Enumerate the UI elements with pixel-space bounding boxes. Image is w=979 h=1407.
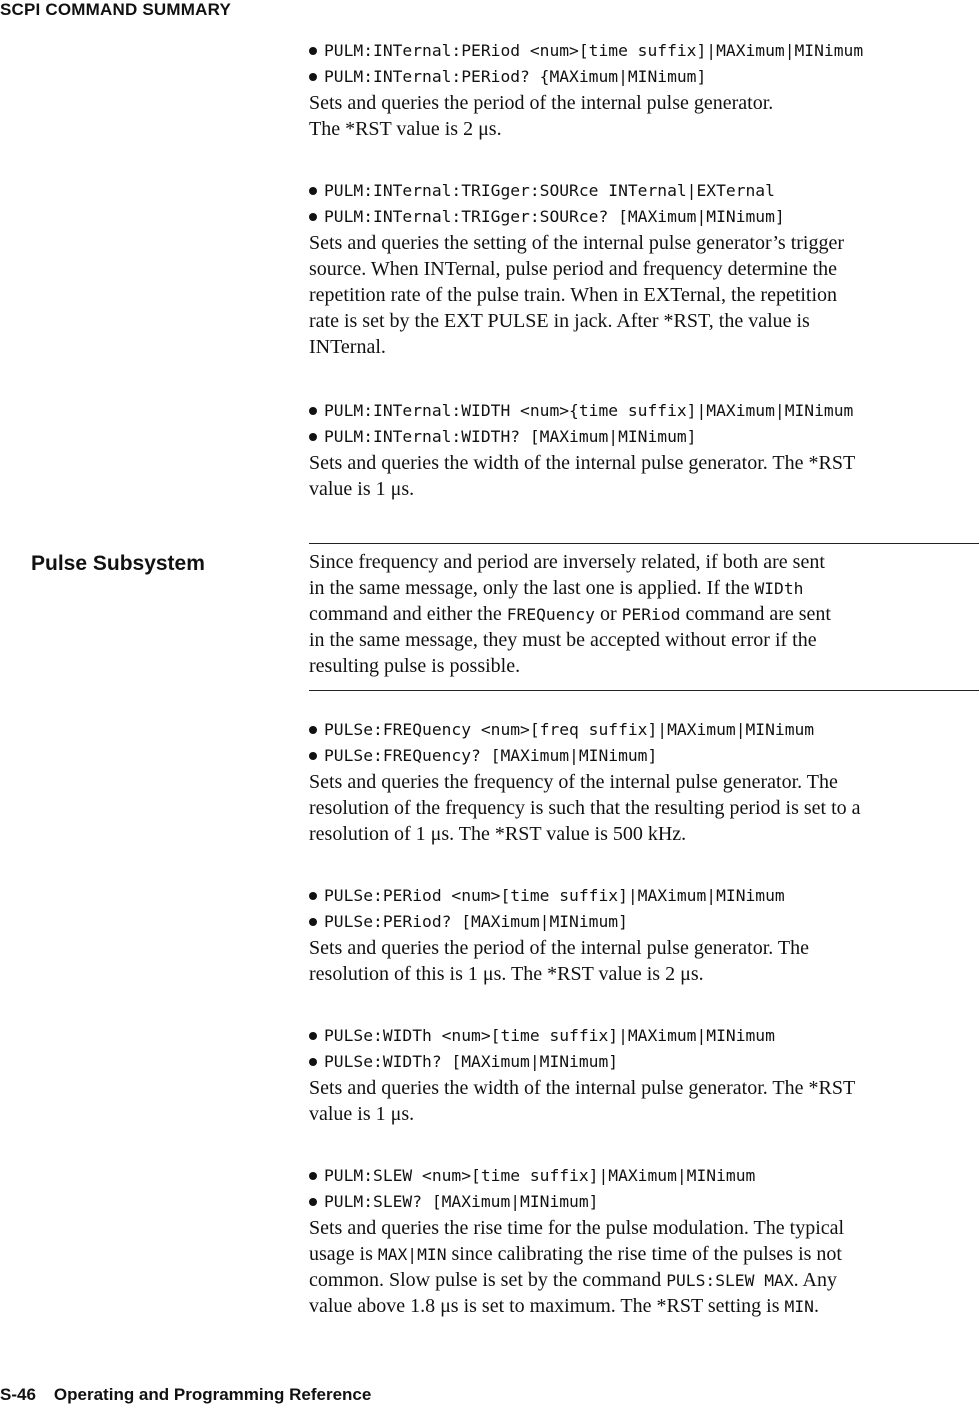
bullet-icon xyxy=(309,187,317,195)
command-text: PULM:INTernal:TRIGger:SOURce? [MAXimum|MINimum] xyxy=(324,207,785,226)
command-syntax xyxy=(309,38,979,64)
description-line xyxy=(309,256,979,282)
text-run: Sets and queries the frequency of the internal pulse generator. The xyxy=(309,771,838,793)
bullet-icon xyxy=(309,47,317,55)
note-top-rule xyxy=(309,543,979,544)
command-syntax xyxy=(309,1189,979,1215)
text-run: repetition rate of the pulse train. When in EXTernal, the repetition xyxy=(309,284,838,306)
text-run: Sets and queries the width of the internal pulse generator. The *RST xyxy=(309,1077,856,1099)
text-run: value is 1 μs. xyxy=(309,1103,415,1125)
command-text: PULSe:WIDTh <num>[time suffix]|MAXimum|MINimum xyxy=(324,1026,775,1045)
text-run: . Any xyxy=(793,1269,837,1291)
command-text: PULSe:PERiod? [MAXimum|MINimum] xyxy=(324,912,628,931)
text-run: value is 1 μs. xyxy=(309,478,415,500)
bullet-icon xyxy=(309,407,317,415)
footer-title: Operating and Programming Reference xyxy=(53,1385,372,1404)
command-text: PULM:INTernal:TRIGger:SOURce INTernal|EXTernal xyxy=(324,181,775,200)
text-run: Since frequency and period are inversely related, if both are sent xyxy=(309,551,825,573)
command-entry xyxy=(309,1023,979,1127)
inline-code: PULS:SLEW MAX xyxy=(666,1271,794,1290)
command-entry xyxy=(309,398,979,502)
description-line xyxy=(309,1215,979,1241)
description-line xyxy=(309,230,979,256)
command-syntax xyxy=(309,1023,979,1049)
inline-code: FREQuency xyxy=(506,605,595,624)
bullet-icon xyxy=(309,433,317,441)
bullet-icon xyxy=(309,1198,317,1206)
command-entry xyxy=(309,38,979,142)
description xyxy=(309,935,979,987)
description-line xyxy=(309,1101,979,1127)
text-run: source. When INTernal, pulse period and frequency determine the xyxy=(309,258,838,280)
description-line xyxy=(309,1267,979,1293)
description-line xyxy=(309,769,979,795)
description-line xyxy=(309,90,979,116)
bullet-icon xyxy=(309,752,317,760)
text-run: Sets and queries the period of the internal pulse generator. The xyxy=(309,937,810,959)
command-syntax xyxy=(309,64,979,90)
text-run: Sets and queries the setting of the internal pulse generator’s trigger xyxy=(309,232,845,254)
inline-code: PERiod xyxy=(621,605,681,624)
note-bottom-rule xyxy=(309,690,979,691)
description-line xyxy=(309,961,979,987)
description-line xyxy=(309,116,979,142)
text-run: rate is set by the EXT PULSE in jack. After *RST, the value is xyxy=(309,310,810,332)
bullet-icon xyxy=(309,918,317,926)
text-run: The *RST value is 2 μs. xyxy=(309,118,502,140)
description-line xyxy=(309,450,979,476)
command-text: PULM:INTernal:PERiod <num>[time suffix]|MAXimum|MINimum xyxy=(324,41,864,60)
description-line xyxy=(309,1293,979,1319)
command-text: PULSe:FREQuency? [MAXimum|MINimum] xyxy=(324,746,658,765)
text-run: resolution of 1 μs. The *RST value is 500 kHz. xyxy=(309,823,687,845)
inline-code: MAX|MIN xyxy=(377,1245,447,1264)
description xyxy=(309,230,979,360)
description xyxy=(309,549,979,679)
text-run: INTernal. xyxy=(309,336,386,358)
command-syntax xyxy=(309,1049,979,1075)
text-run: Sets and queries the rise time for the pulse modulation. The typical xyxy=(309,1217,845,1239)
bullet-icon xyxy=(309,213,317,221)
command-text: PULSe:PERiod <num>[time suffix]|MAXimum|MINimum xyxy=(324,886,785,905)
description-line xyxy=(309,627,979,653)
text-run: value above 1.8 μs is set to maximum. The *RST setting is xyxy=(309,1295,785,1317)
description-line xyxy=(309,935,979,961)
command-text: PULM:INTernal:PERiod? {MAXimum|MINimum] xyxy=(324,67,707,86)
text-run: usage is xyxy=(309,1243,378,1265)
description-line xyxy=(309,821,979,847)
command-syntax xyxy=(309,1163,979,1189)
command-text: PULSe:WIDTh? [MAXimum|MINimum] xyxy=(324,1052,619,1071)
description xyxy=(309,90,979,142)
inline-code: MIN xyxy=(784,1297,814,1316)
text-run: in the same message, they must be accepted without error if the xyxy=(309,629,817,651)
page-footer xyxy=(0,1385,371,1405)
text-run: or xyxy=(594,603,622,625)
bullet-icon xyxy=(309,1172,317,1180)
text-run: . xyxy=(813,1295,819,1317)
running-head: SCPI COMMAND SUMMARY xyxy=(0,0,231,19)
description-line xyxy=(309,601,979,627)
description xyxy=(309,769,979,847)
description-line xyxy=(309,549,979,575)
page-number: S-46 xyxy=(0,1385,36,1404)
description-line xyxy=(309,575,979,601)
bullet-icon xyxy=(309,73,317,81)
text-run: command are sent xyxy=(680,603,831,625)
description-line xyxy=(309,334,979,360)
command-text: PULSe:FREQuency <num>[freq suffix]|MAXimum|MINimum xyxy=(324,720,815,739)
text-run: resolution of the frequency is such that the resulting period is set to a xyxy=(309,797,861,819)
text-run: common. Slow pulse is set by the command xyxy=(309,1269,667,1291)
command-entry xyxy=(309,1163,979,1319)
description xyxy=(309,1075,979,1127)
command-text: PULM:INTernal:WIDTH? [MAXimum|MINimum] xyxy=(324,427,697,446)
command-entry xyxy=(309,717,979,847)
bullet-icon xyxy=(309,892,317,900)
command-syntax xyxy=(309,743,979,769)
pulse-note xyxy=(309,549,979,679)
text-run: resolution of this is 1 μs. The *RST value is 2 μs. xyxy=(309,963,704,985)
command-syntax xyxy=(309,909,979,935)
description-line xyxy=(309,282,979,308)
command-syntax xyxy=(309,398,979,424)
bullet-icon xyxy=(309,1032,317,1040)
command-entry xyxy=(309,178,979,360)
bullet-icon xyxy=(309,726,317,734)
description xyxy=(309,1215,979,1319)
text-run: Sets and queries the period of the internal pulse generator. xyxy=(309,92,774,114)
command-text: PULM:INTernal:WIDTH <num>{time suffix]|MAXimum|MINimum xyxy=(324,401,854,420)
text-run: resulting pulse is possible. xyxy=(309,655,521,677)
bullet-icon xyxy=(309,1058,317,1066)
text-run: command and either the xyxy=(309,603,507,625)
command-syntax xyxy=(309,178,979,204)
description-line xyxy=(309,308,979,334)
description-line xyxy=(309,653,979,679)
section-title: Pulse Subsystem xyxy=(31,552,205,575)
description xyxy=(309,450,979,502)
command-syntax xyxy=(309,424,979,450)
command-syntax xyxy=(309,883,979,909)
description-line xyxy=(309,1241,979,1267)
description-line xyxy=(309,795,979,821)
description-line xyxy=(309,476,979,502)
inline-code: WIDth xyxy=(754,579,804,598)
text-run: Sets and queries the width of the internal pulse generator. The *RST xyxy=(309,452,856,474)
command-text: PULM:SLEW <num>[time suffix]|MAXimum|MINimum xyxy=(324,1166,756,1185)
description-line xyxy=(309,1075,979,1101)
command-entry xyxy=(309,883,979,987)
command-syntax xyxy=(309,717,979,743)
text-run: since calibrating the rise time of the pulses is not xyxy=(446,1243,842,1265)
command-syntax xyxy=(309,204,979,230)
text-run: in the same message, only the last one is applied. If the xyxy=(309,577,755,599)
command-text: PULM:SLEW? [MAXimum|MINimum] xyxy=(324,1192,599,1211)
